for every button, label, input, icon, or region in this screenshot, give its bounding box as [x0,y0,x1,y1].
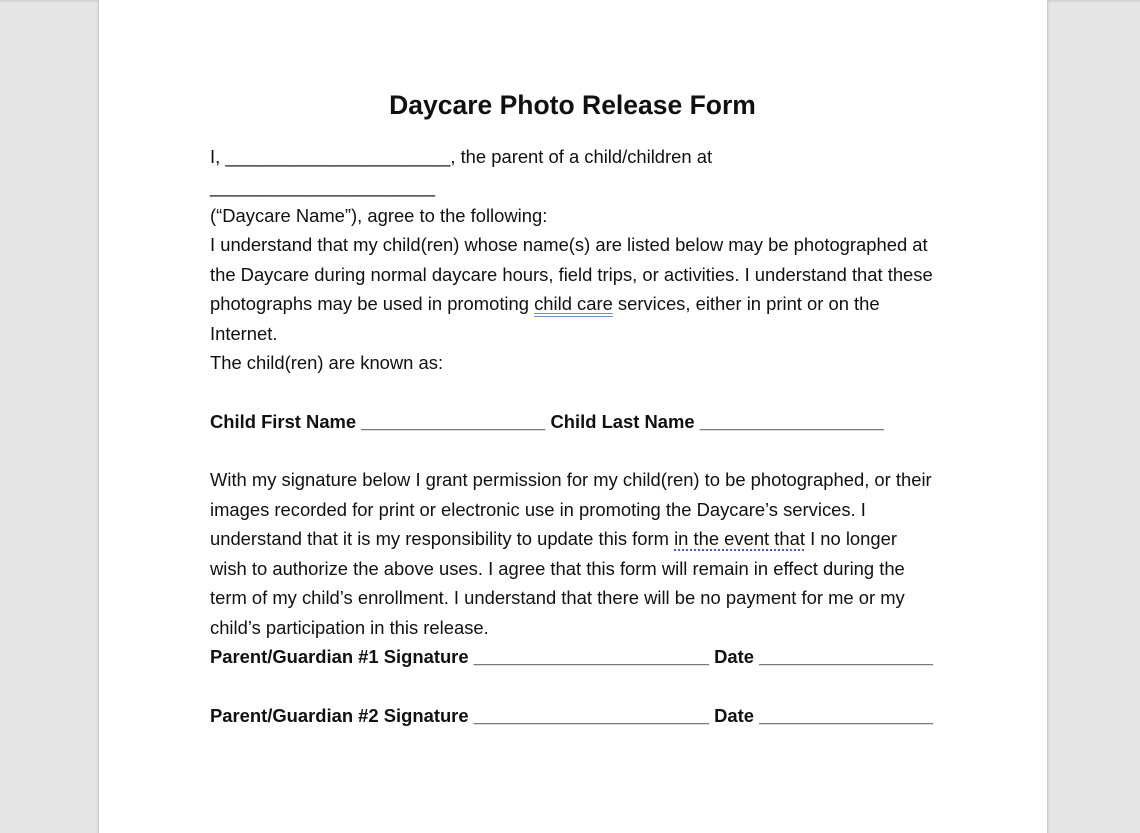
guardian-1-signature-line [210,642,938,672]
intro-line-1: I, ______________________, the parent of a child/children at ______________________ [210,146,713,197]
child-last-name-label: Child Last Name [550,411,695,432]
signature-text-start: With my signature below I grant permission for my child(ren) to be photographed, or their images recorded for print or electronic use in promoting the Daycare’s services. I understand that it is my responsibility to update this form [210,469,932,549]
guardian-2-date-blank: _________________ [759,705,933,726]
guardian-1-blank: _______________________ [473,646,709,667]
guardian-1-label: Parent/Guardian #1 Signature [210,646,469,667]
understand-text-start: I understand that my child(ren) whose name(s) are listed below may be photographed at the Daycare during normal daycare hours, field trips, or activities. I understand that these photographs may be used in promoting [210,234,933,314]
child-first-name-label: Child First Name [210,411,357,432]
guardian-2-signature-line [210,701,938,731]
signature-paragraph [210,465,938,642]
child-names-line [210,407,938,437]
known-as-line: The child(ren) are known as: [210,352,444,373]
intro-paragraph [210,142,938,231]
document-page[interactable] [98,0,1048,833]
guardian-1-date-blank: _________________ [759,646,933,667]
guardian-1-date-label: Date [714,646,754,667]
child-first-name-blank: __________________ [361,411,546,432]
guardian-2-label: Parent/Guardian #2 Signature [210,705,469,726]
intro-line-2: (“Daycare Name”), agree to the following: [210,205,548,226]
guardian-2-date-label: Date [714,705,754,726]
understand-paragraph [210,230,938,348]
child-last-name-blank: __________________ [699,411,884,432]
grammar-flagged-phrase[interactable]: in the event that [674,528,805,549]
document-title: Daycare Photo Release Form [389,90,756,120]
signature-text-end: I no longer wish to authorize the above uses. I agree that this form will remain in effect during the term of my child’s enrollment. I understand that there will be no payment for me or my child’s participation in this release. [210,528,905,638]
understand-text-end: services, either in print or on the Internet. [210,293,880,344]
spellcheck-flagged-phrase[interactable]: child care [534,293,613,314]
guardian-2-blank: _______________________ [473,705,709,726]
